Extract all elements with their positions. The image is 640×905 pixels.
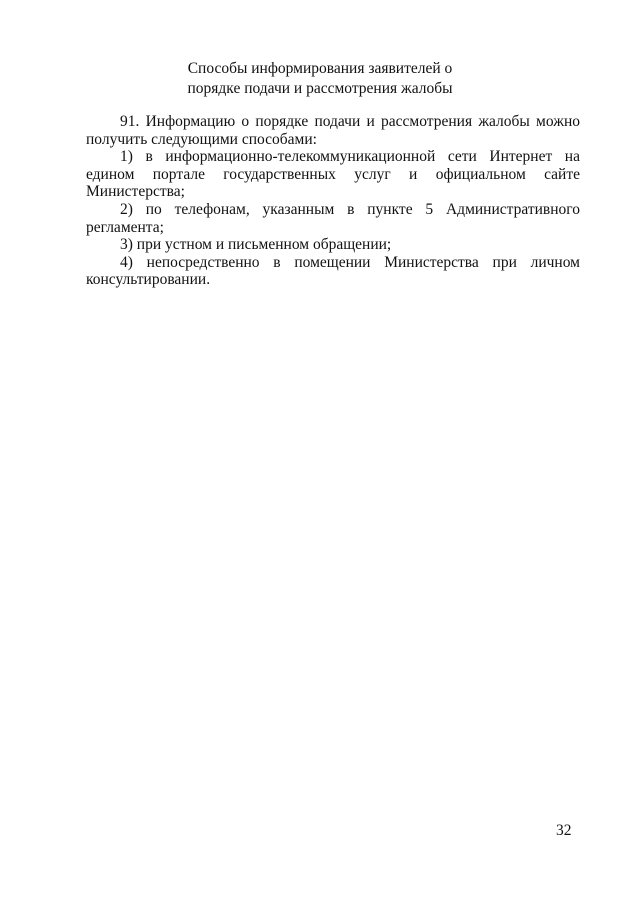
list-item-3: 3) при устном и письменном обращении;: [120, 236, 392, 254]
heading-line-1: Способы информирования заявителей о: [187, 60, 453, 77]
list-item-2: 2) по телефонам, указанным в пункте 5 Административного регламента;: [86, 200, 580, 236]
heading-line-2: порядке подачи и рассмотрения жалобы: [187, 80, 453, 97]
list-item-4: 4) непосредственно в помещении Министерства при личном консультировании.: [86, 253, 580, 289]
paragraph-91: 91. Информацию о порядке подачи и рассмотрения жалобы можно получить следующими способами:: [86, 113, 580, 148]
page-number: 32: [556, 822, 572, 839]
body-text: [86, 113, 580, 289]
section-heading: [150, 59, 490, 99]
list-item-1: 1) в информационно-телекоммуникационной сети Интернет на едином портале государственных услуг и официальном сайте Министерства;: [86, 148, 580, 201]
